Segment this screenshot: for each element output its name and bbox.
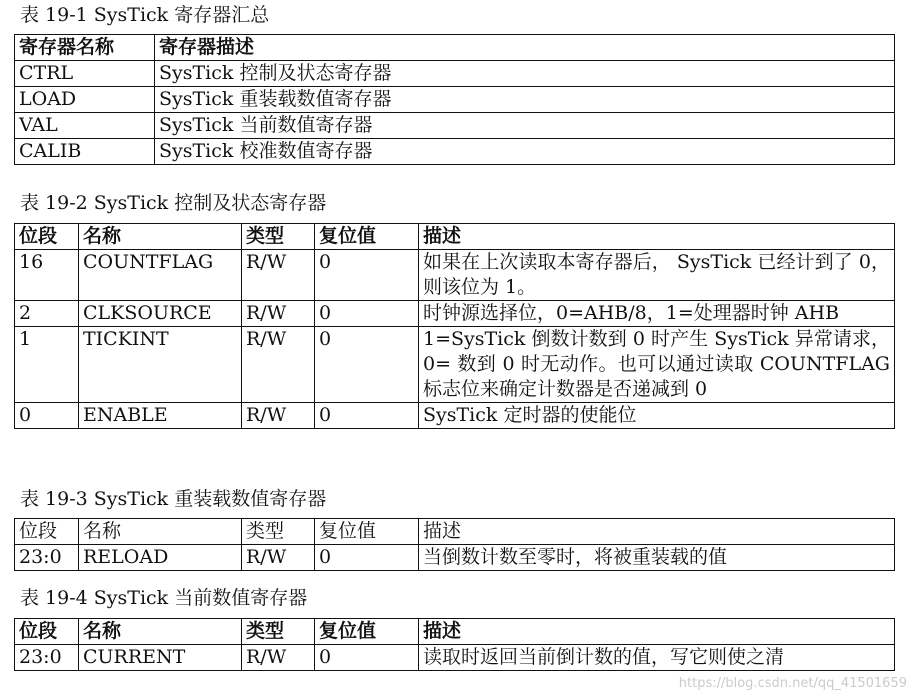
table-cell: 23:0	[15, 645, 79, 671]
table-row	[15, 61, 895, 87]
table-cell: 0	[315, 301, 419, 327]
table-cell: 0	[315, 403, 419, 429]
table-row	[15, 327, 895, 403]
table-row	[15, 645, 895, 671]
table-cell: CURRENT	[79, 645, 242, 671]
table-row	[15, 301, 895, 327]
table-cell: 2	[15, 301, 79, 327]
table-header-row	[15, 224, 895, 250]
header-cell: 类型	[242, 224, 315, 250]
table3-caption: 表 19-3 SysTick 重装载数值寄存器	[20, 488, 327, 510]
header-cell: 位段	[15, 224, 79, 250]
table-cell: SysTick 校准数值寄存器	[155, 139, 895, 165]
table-cell: CALIB	[15, 139, 155, 165]
table-cell: SysTick 定时器的使能位	[419, 403, 895, 429]
table-cell: SysTick 当前数值寄存器	[155, 113, 895, 139]
table-cell: SysTick 重装载数值寄存器	[155, 87, 895, 113]
table-cell: R/W	[242, 545, 315, 571]
table-cell: R/W	[242, 403, 315, 429]
header-cell: 名称	[79, 619, 242, 645]
table-cell: CLKSOURCE	[79, 301, 242, 327]
header-cell: 名称	[79, 519, 242, 545]
header-cell: 名称	[79, 224, 242, 250]
table-cell: 0	[315, 327, 419, 403]
table-cell: COUNTFLAG	[79, 250, 242, 301]
table-header-row	[15, 619, 895, 645]
table-cell: 0	[315, 250, 419, 301]
header-cell: 寄存器名称	[15, 35, 155, 61]
table-row	[15, 139, 895, 165]
header-cell: 描述	[419, 619, 895, 645]
header-cell: 位段	[15, 519, 79, 545]
table-cell: SysTick 控制及状态寄存器	[155, 61, 895, 87]
table-cell: R/W	[242, 301, 315, 327]
table-cell: 当倒数计数至零时，将被重装载的值	[419, 545, 895, 571]
table-row	[15, 250, 895, 301]
watermark: https://blog.csdn.net/qq_41501659	[678, 676, 907, 691]
header-cell: 寄存器描述	[155, 35, 895, 61]
header-cell: 类型	[242, 619, 315, 645]
table-row	[15, 113, 895, 139]
table-cell: 时钟源选择位，0=AHB/8，1=处理器时钟 AHB	[419, 301, 895, 327]
table-row	[15, 87, 895, 113]
table-cell: 0	[315, 545, 419, 571]
header-cell: 类型	[242, 519, 315, 545]
header-cell: 复位值	[315, 519, 419, 545]
table-cell: RELOAD	[79, 545, 242, 571]
table-row	[15, 545, 895, 571]
table-header-row	[15, 35, 895, 61]
table-cell: R/W	[242, 250, 315, 301]
table-cell: 读取时返回当前倒计数的值，写它则使之清	[419, 645, 895, 671]
header-cell: 描述	[419, 224, 895, 250]
table-cell: 23:0	[15, 545, 79, 571]
header-cell: 描述	[419, 519, 895, 545]
table-cell: 如果在上次读取本寄存器后， SysTick 已经计到了 0，则该位为 1。	[419, 250, 895, 301]
table-cell: TICKINT	[79, 327, 242, 403]
table-cell: R/W	[242, 645, 315, 671]
val-register-table	[14, 618, 895, 671]
table1-caption: 表 19-1 SysTick 寄存器汇总	[20, 4, 270, 26]
header-cell: 位段	[15, 619, 79, 645]
table-cell: 1=SysTick 倒数计数到 0 时产生 SysTick 异常请求， 0= 数到 0 时无动作。也可以通过读取 COUNTFLAG 标志位来确定计数器是否递减到 0	[419, 327, 895, 403]
table-cell: 1	[15, 327, 79, 403]
table-cell: ENABLE	[79, 403, 242, 429]
table-cell: VAL	[15, 113, 155, 139]
table-cell: CTRL	[15, 61, 155, 87]
ctrl-register-table	[14, 223, 895, 429]
table-cell: 16	[15, 250, 79, 301]
table2-caption: 表 19-2 SysTick 控制及状态寄存器	[20, 192, 327, 214]
table4-caption: 表 19-4 SysTick 当前数值寄存器	[20, 587, 308, 609]
table-cell: LOAD	[15, 87, 155, 113]
header-cell: 复位值	[315, 619, 419, 645]
table-cell: 0	[315, 645, 419, 671]
load-register-table	[14, 518, 895, 571]
table-row	[15, 403, 895, 429]
table-cell: 0	[15, 403, 79, 429]
register-summary-table	[14, 34, 895, 165]
header-cell: 复位值	[315, 224, 419, 250]
table-cell: R/W	[242, 327, 315, 403]
table-header-row	[15, 519, 895, 545]
